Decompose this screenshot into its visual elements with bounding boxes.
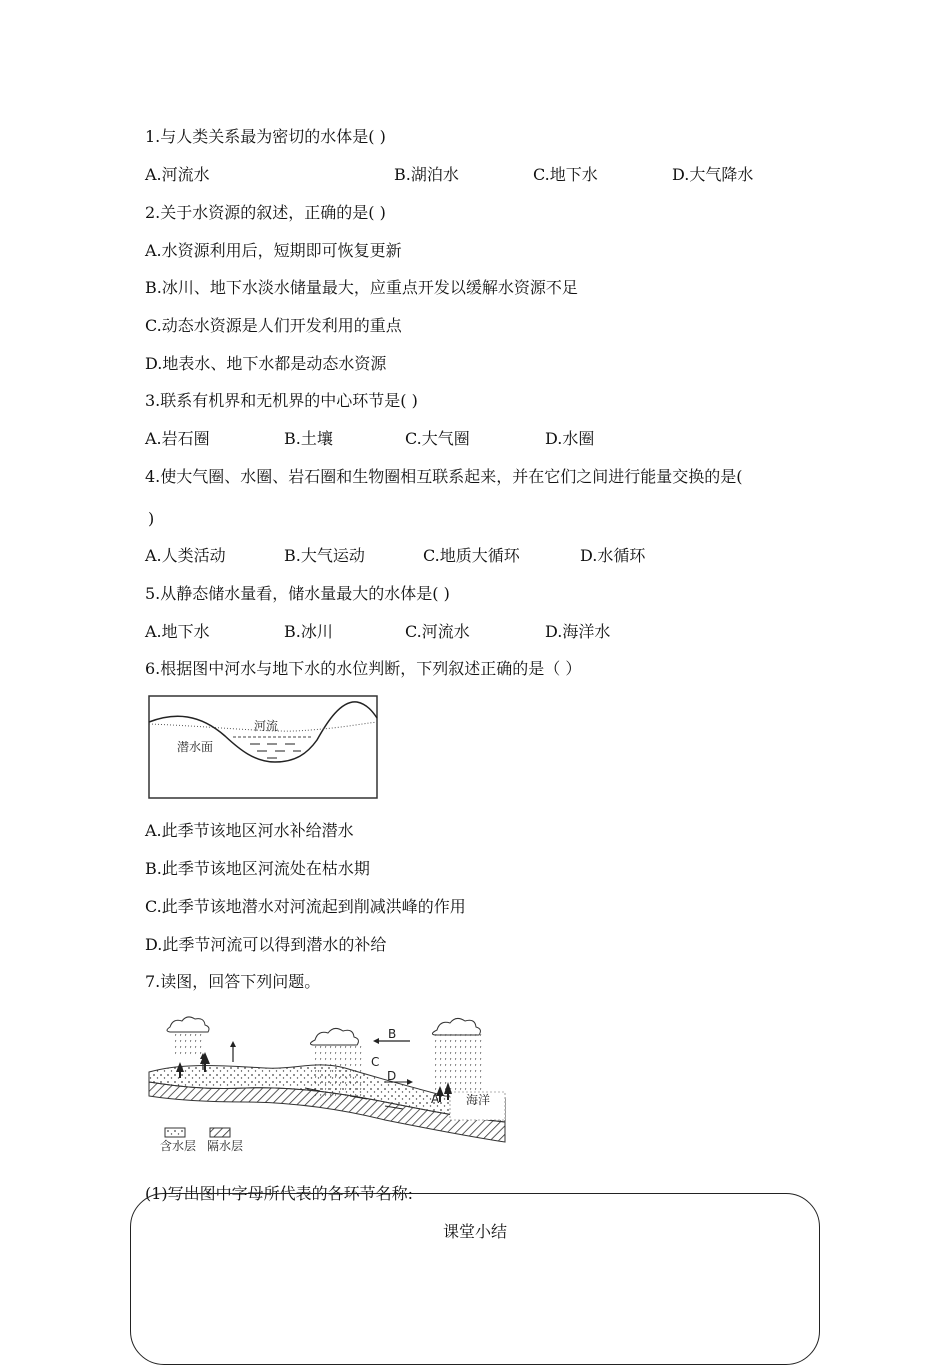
- summary-box: [130, 1193, 820, 1365]
- q2-option-c: C.动态水资源是人们开发利用的重点: [145, 316, 402, 335]
- cloud-left-icon: [167, 1017, 209, 1032]
- q1-option-d: D.大气降水: [672, 165, 754, 184]
- q7-legend-aquifer: 含水层: [160, 1139, 197, 1153]
- q5-option-d: D.海洋水: [545, 622, 611, 641]
- q3-option-c: C.大气圈: [405, 429, 470, 448]
- q6-water-table-label: 潜水面: [177, 740, 214, 754]
- q1-option-a: A.河流水: [145, 165, 210, 184]
- q7-stem: 7.读图，回答下列问题。: [145, 972, 321, 991]
- q4-option-d: D.水循环: [580, 546, 646, 565]
- q3-stem: 3.联系有机界和无机界的中心环节是( ): [145, 391, 418, 410]
- q3-option-b: B.土壤: [284, 429, 333, 448]
- q4-option-c: C.地质大循环: [423, 546, 520, 565]
- q1-stem: 1.与人类关系最为密切的水体是( ): [145, 127, 386, 146]
- q2-stem: 2.关于水资源的叙述，正确的是( ): [145, 203, 386, 222]
- q6-option-c: C.此季节该地潜水对河流起到削减洪峰的作用: [145, 897, 466, 916]
- q7-water-cycle-figure: [145, 1010, 510, 1155]
- q5-stem: 5.从静态储水量看，储水量最大的水体是( ): [145, 584, 450, 603]
- q7-ocean-label: 海洋: [466, 1093, 491, 1107]
- q4-option-b: B.大气运动: [284, 546, 365, 565]
- q2-option-a: A.水资源利用后，短期即可恢复更新: [145, 241, 402, 260]
- q6-option-d: D.此季节河流可以得到潜水的补给: [145, 935, 387, 954]
- q7-label-c: C: [371, 1055, 380, 1069]
- q1-option-b: B.湖泊水: [394, 165, 459, 184]
- q2-option-d: D.地表水、地下水都是动态水资源: [145, 354, 387, 373]
- q6-river-label: 河流: [254, 719, 279, 733]
- q4-stem-cont: ): [148, 509, 155, 528]
- q5-option-a: A.地下水: [145, 622, 210, 641]
- q6-option-a: A.此季节该地区河水补给潜水: [145, 821, 354, 840]
- q3-option-d: D.水圈: [545, 429, 595, 448]
- q6-river-figure: [145, 692, 381, 802]
- q7-label-d: D: [387, 1069, 397, 1083]
- legend-aquitard-swatch: [210, 1128, 230, 1137]
- q6-option-b: B.此季节该地区河流处在枯水期: [145, 859, 370, 878]
- q2-option-b: B.冰川、地下水淡水储量最大，应重点开发以缓解水资源不足: [145, 278, 578, 297]
- cloud-middle-icon: [310, 1028, 358, 1045]
- q4-stem: 4.使大气圈、水圈、岩石圈和生物圈相互联系起来，并在它们之间进行能量交换的是(: [145, 467, 743, 486]
- q4-option-a: A.人类活动: [145, 546, 226, 565]
- q7-sub1: (1)写出图中字母所代表的各环节名称:: [145, 1184, 414, 1203]
- q1-option-c: C.地下水: [533, 165, 598, 184]
- q7-label-b: B: [388, 1027, 397, 1041]
- q3-option-a: A.岩石圈: [145, 429, 210, 448]
- cloud-right-icon: [432, 1018, 480, 1035]
- q5-option-b: B.冰川: [284, 622, 333, 641]
- legend-aquifer-swatch: [165, 1128, 185, 1137]
- q7-legend-aquitard: 隔水层: [207, 1139, 244, 1153]
- q5-option-c: C.河流水: [405, 622, 470, 641]
- q7-label-a: A: [431, 1092, 440, 1106]
- summary-title: 课堂小结: [442, 1222, 507, 1241]
- q6-stem: 6.根据图中河水与地下水的水位判断，下列叙述正确的是（ ）: [145, 659, 582, 678]
